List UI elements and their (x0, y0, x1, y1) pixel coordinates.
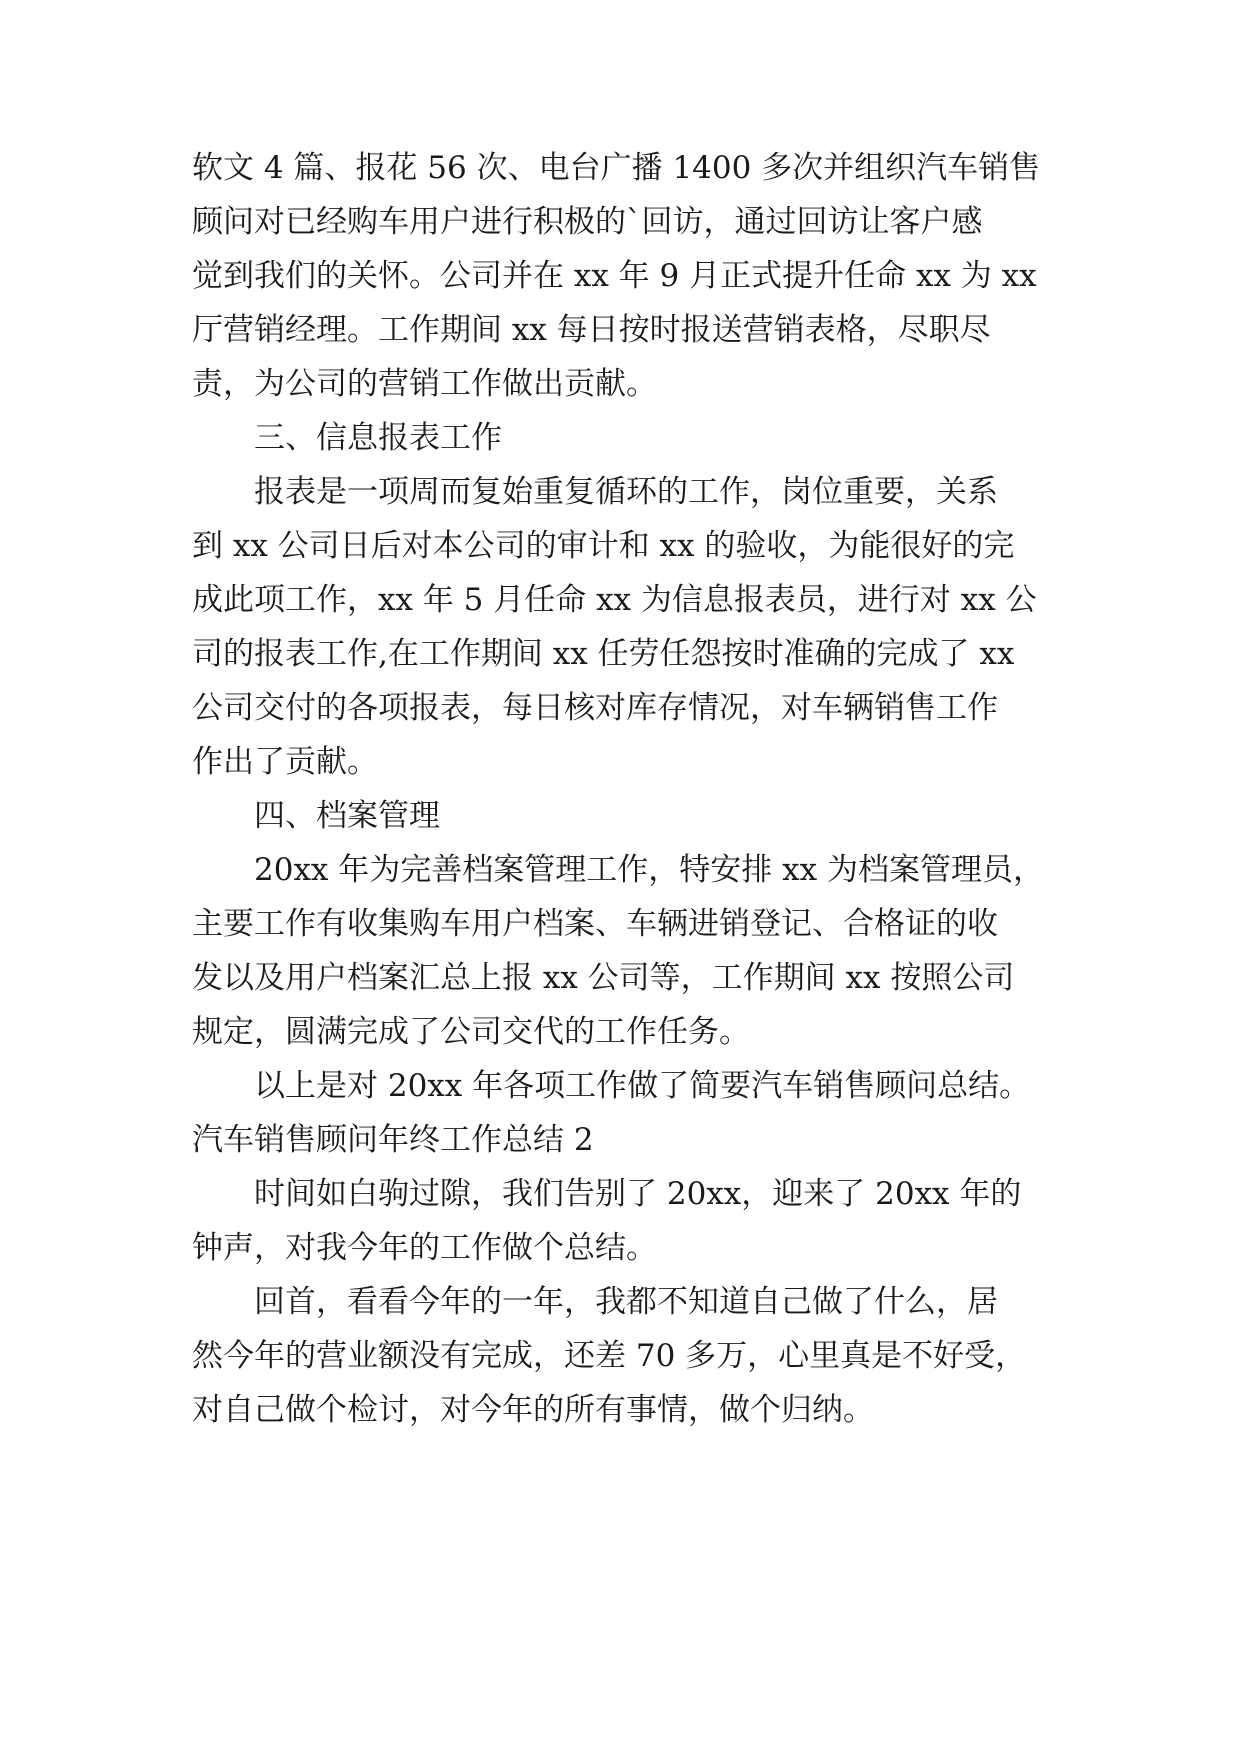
paragraph-line: 以上是对 20xx 年各项工作做了简要汽车销售顾问总结。 (254, 1068, 1031, 1104)
paragraph-line: 觉到我们的关怀。公司并在 xx 年 9 月正式提升任命 xx 为 xx (192, 258, 1037, 294)
paragraph-line: 到 xx 公司日后对本公司的审计和 xx 的验收，为能很好的完 (192, 528, 1015, 564)
paragraph-line: 软文 4 篇、报花 56 次、电台广播 1400 多次并组织汽车销售 (192, 150, 1041, 186)
paragraph-line: 司的报表工作,在工作期间 xx 任劳任怨按时准确的完成了 xx (192, 636, 1015, 672)
paragraph-line: 回首，看看今年的一年，我都不知道自己做了什么，居 (254, 1284, 998, 1320)
paragraph-line: 成此项工作，xx 年 5 月任命 xx 为信息报表员，进行对 xx 公 (192, 582, 1037, 618)
paragraph-line: 20xx 年为完善档案管理工作，特安排 xx 为档案管理员， (254, 852, 1044, 888)
paragraph-line: 主要工作有收集购车用户档案、车辆进销登记、合格证的收 (192, 906, 998, 942)
section-heading: 三、信息报表工作 (254, 420, 502, 456)
paragraph-line: 然今年的营业额没有完成，还差 70 多万，心里真是不好受， (192, 1338, 1027, 1374)
paragraph-line: 作出了贡献。 (192, 744, 378, 780)
paragraph-line: 报表是一项周而复始重复循环的工作，岗位重要，关系 (254, 474, 998, 510)
paragraph-line: 厅营销经理。工作期间 xx 每日按时报送营销表格，尽职尽 (192, 312, 991, 348)
paragraph-line: 钟声，对我今年的工作做个总结。 (192, 1230, 657, 1266)
document-subtitle: 汽车销售顾问年终工作总结 2 (192, 1122, 594, 1158)
section-heading: 四、档案管理 (254, 798, 440, 834)
paragraph-line: 发以及用户档案汇总上报 xx 公司等，工作期间 xx 按照公司 (192, 960, 1015, 996)
paragraph-line: 规定，圆满完成了公司交代的工作任务。 (192, 1014, 750, 1050)
paragraph-line: 责，为公司的营销工作做出贡献。 (192, 366, 657, 402)
paragraph-line: 时间如白驹过隙，我们告别了 20xx，迎来了 20xx 年的 (254, 1176, 1022, 1212)
paragraph-line: 对自己做个检讨，对今年的所有事情，做个归纳。 (192, 1392, 874, 1428)
paragraph-line: 顾问对已经购车用户进行积极的`回访，通过回访让客户感 (192, 204, 983, 240)
paragraph-line: 公司交付的各项报表，每日核对库存情况，对车辆销售工作 (192, 690, 998, 726)
